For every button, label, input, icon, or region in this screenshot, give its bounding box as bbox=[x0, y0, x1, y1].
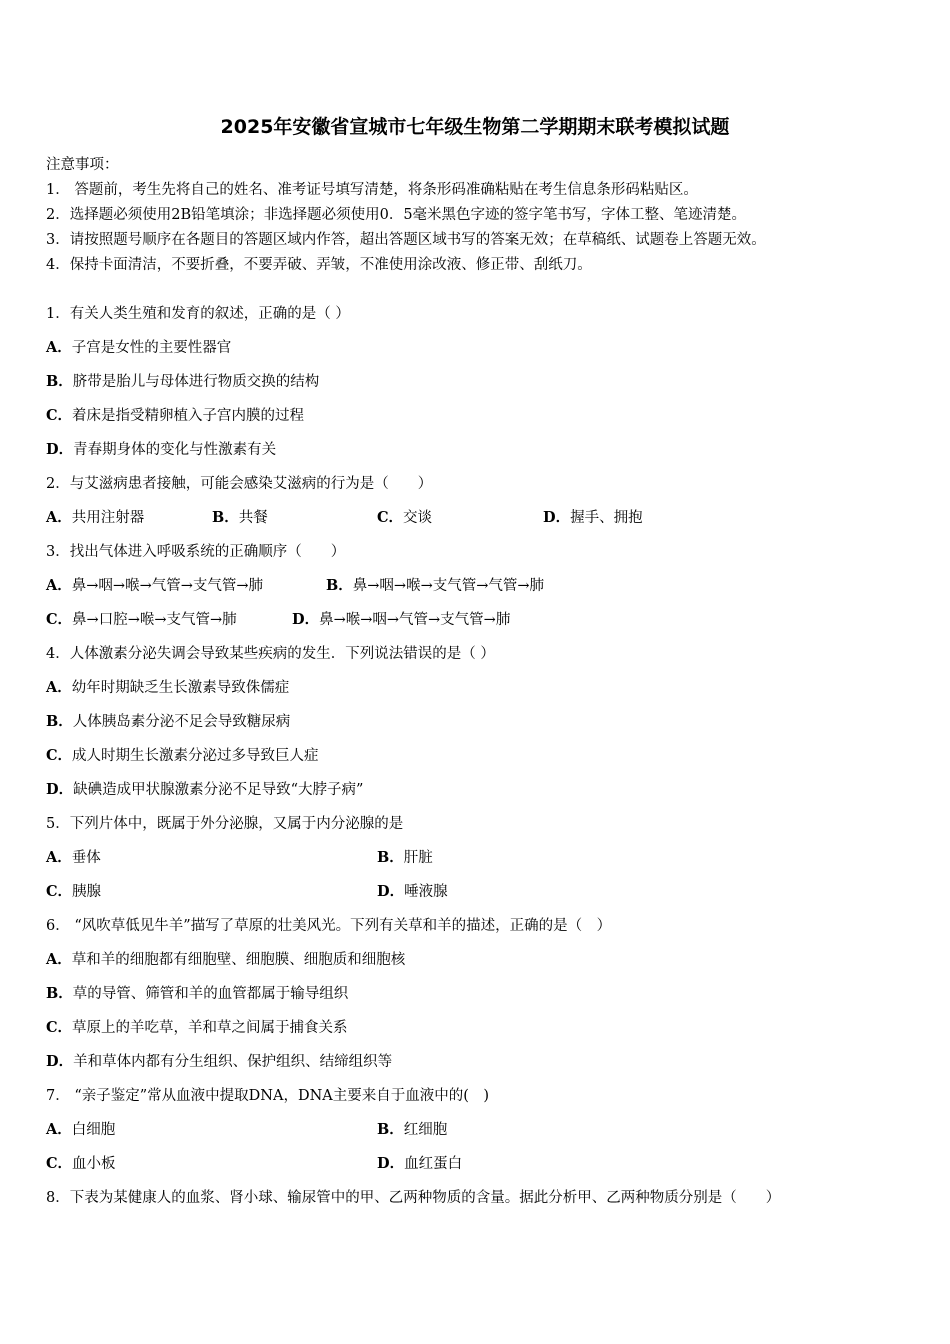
question-4-option-a bbox=[46, 676, 289, 697]
question-6-stem: 6． “风吹草低见牛羊”描写了草原的壮美风光。下列有关草和羊的描述，正确的是（ ） bbox=[46, 918, 612, 934]
note-item: 1． 答题前，考生先将自己的姓名、准考证号填写清楚，将条形码准确粘贴在考生信息条形码粘贴区。 bbox=[46, 182, 698, 198]
option-key: D． bbox=[377, 883, 405, 900]
option-key: A． bbox=[46, 577, 72, 594]
option-key: C． bbox=[46, 611, 73, 628]
option-text: 缺碘造成甲状腺激素分泌不足导致“大脖子病” bbox=[73, 782, 364, 798]
option-key: B． bbox=[46, 713, 73, 730]
note-item: 3．请按照题号顺序在各题目的答题区域内作答，超出答题区域书写的答案无效；在草稿纸、试题卷上答题无效。 bbox=[46, 232, 766, 248]
option-key: C． bbox=[46, 1155, 73, 1172]
question-6-option-a bbox=[46, 948, 405, 969]
option-text: 鼻→喉→咽→气管→支气管→肺 bbox=[319, 612, 511, 628]
option-text: 草和羊的细胞都有细胞壁、细胞膜、细胞质和细胞核 bbox=[71, 952, 406, 968]
question-7-option-a bbox=[46, 1118, 115, 1139]
option-text: 人体胰岛素分泌不足会导致糖尿病 bbox=[72, 714, 291, 730]
question-2-option-d bbox=[543, 506, 643, 527]
option-text: 交谈 bbox=[403, 510, 433, 526]
question-3-option-b bbox=[326, 574, 544, 595]
option-key: D． bbox=[46, 1053, 74, 1070]
option-key: B． bbox=[377, 1121, 404, 1138]
question-3-option-d bbox=[292, 608, 510, 629]
option-key: C． bbox=[46, 407, 73, 424]
option-key: B． bbox=[46, 373, 73, 390]
option-text: 青春期身体的变化与性激素有关 bbox=[73, 442, 277, 458]
option-text: 血红蛋白 bbox=[404, 1156, 463, 1172]
question-5-option-d bbox=[377, 880, 448, 901]
option-key: A． bbox=[46, 849, 72, 866]
option-text: 成人时期生长激素分泌过多导致巨人症 bbox=[72, 748, 319, 764]
question-5-option-b bbox=[377, 846, 433, 867]
option-key: C． bbox=[46, 747, 73, 764]
question-7-option-c bbox=[46, 1152, 116, 1173]
question-7-option-d bbox=[377, 1152, 462, 1173]
option-text: 唾液腺 bbox=[404, 884, 448, 900]
option-key: B． bbox=[212, 509, 239, 526]
option-text: 着床是指受精卵植入子宫内膜的过程 bbox=[72, 408, 305, 424]
option-text: 血小板 bbox=[72, 1156, 116, 1172]
question-4-option-b bbox=[46, 710, 290, 731]
option-text: 白细胞 bbox=[71, 1122, 116, 1138]
question-6-option-d bbox=[46, 1050, 392, 1071]
option-text: 脐带是胎儿与母体进行物质交换的结构 bbox=[72, 374, 320, 390]
option-text: 垂体 bbox=[71, 850, 101, 866]
option-key: B． bbox=[377, 849, 404, 866]
question-7-option-b bbox=[377, 1118, 447, 1139]
option-key: B． bbox=[326, 577, 353, 594]
option-text: 肝脏 bbox=[403, 850, 433, 866]
option-key: A． bbox=[46, 951, 72, 968]
question-1-option-b bbox=[46, 370, 319, 391]
option-text: 幼年时期缺乏生长激素导致侏儒症 bbox=[71, 680, 290, 696]
question-4-option-c bbox=[46, 744, 319, 765]
question-7-stem: 7． “亲子鉴定”常从血液中提取DNA，DNA主要来自于血液中的( ) bbox=[46, 1088, 490, 1104]
question-1-option-d bbox=[46, 438, 276, 459]
option-text: 握手、拥抱 bbox=[570, 510, 643, 526]
question-4-option-d bbox=[46, 778, 363, 799]
option-key: D． bbox=[46, 781, 74, 798]
note-item: 4．保持卡面清洁，不要折叠，不要弄破、弄皱，不准使用涂改液、修正带、刮纸刀。 bbox=[46, 257, 592, 273]
note-item: 2．选择题必须使用2B铅笔填涂；非选择题必须使用0．5毫米黑色字迹的签字笔书写，字体工整、笔迹清楚。 bbox=[46, 207, 747, 223]
option-key: D． bbox=[377, 1155, 405, 1172]
option-text: 鼻→咽→喉→气管→支气管→肺 bbox=[71, 578, 264, 594]
option-key: A． bbox=[46, 1121, 72, 1138]
option-text: 共餐 bbox=[238, 510, 268, 526]
question-6-option-b bbox=[46, 982, 348, 1003]
question-1-option-a bbox=[46, 336, 231, 357]
option-key: A． bbox=[46, 679, 72, 696]
option-text: 子宫是女性的主要性器官 bbox=[71, 340, 232, 356]
option-key: C． bbox=[377, 509, 404, 526]
question-3-stem: 3．找出气体进入呼吸系统的正确顺序（ ） bbox=[46, 544, 346, 560]
option-text: 草原上的羊吃草，羊和草之间属于捕食关系 bbox=[72, 1020, 348, 1036]
option-key: C． bbox=[46, 1019, 73, 1036]
question-8-stem: 8．下表为某健康人的血浆、肾小球、输尿管中的甲、乙两种物质的含量。据此分析甲、乙两种物质分别是（ ） bbox=[46, 1190, 781, 1206]
option-key: A． bbox=[46, 339, 72, 356]
question-5-option-c bbox=[46, 880, 101, 901]
question-3-option-c bbox=[46, 608, 237, 629]
option-text: 胰腺 bbox=[72, 884, 102, 900]
option-key: A． bbox=[46, 509, 72, 526]
question-1-option-c bbox=[46, 404, 304, 425]
option-key: B． bbox=[46, 985, 73, 1002]
option-text: 鼻→口腔→喉→支气管→肺 bbox=[72, 612, 237, 628]
question-5-stem: 5．下列片体中，既属于外分泌腺，又属于内分泌腺的是 bbox=[46, 816, 404, 832]
option-text: 鼻→咽→喉→支气管→气管→肺 bbox=[352, 578, 545, 594]
option-key: D． bbox=[292, 611, 320, 628]
question-4-stem: 4．人体激素分泌失调会导致某些疾病的发生．下列说法错误的是（ ） bbox=[46, 646, 495, 662]
question-2-option-c bbox=[377, 506, 432, 527]
option-text: 红细胞 bbox=[403, 1122, 448, 1138]
option-key: D． bbox=[46, 441, 74, 458]
option-key: D． bbox=[543, 509, 571, 526]
question-1-stem: 1．有关人类生殖和发育的叙述，正确的是（ ） bbox=[46, 306, 350, 322]
question-2-option-a bbox=[46, 506, 144, 527]
notes-heading: 注意事项： bbox=[46, 157, 119, 173]
option-text: 共用注射器 bbox=[71, 510, 145, 526]
question-3-option-a bbox=[46, 574, 263, 595]
option-text: 羊和草体内都有分生组织、保护组织、结缔组织等 bbox=[73, 1054, 393, 1070]
option-key: C． bbox=[46, 883, 73, 900]
page-title: 2025年安徽省宣城市七年级生物第二学期期末联考模拟试题 bbox=[220, 116, 730, 138]
question-6-option-c bbox=[46, 1016, 348, 1037]
question-2-option-b bbox=[212, 506, 268, 527]
option-text: 草的导管、筛管和羊的血管都属于输导组织 bbox=[72, 986, 349, 1002]
question-5-option-a bbox=[46, 846, 101, 867]
question-2-stem: 2．与艾滋病患者接触，可能会感染艾滋病的行为是（ ） bbox=[46, 476, 433, 492]
